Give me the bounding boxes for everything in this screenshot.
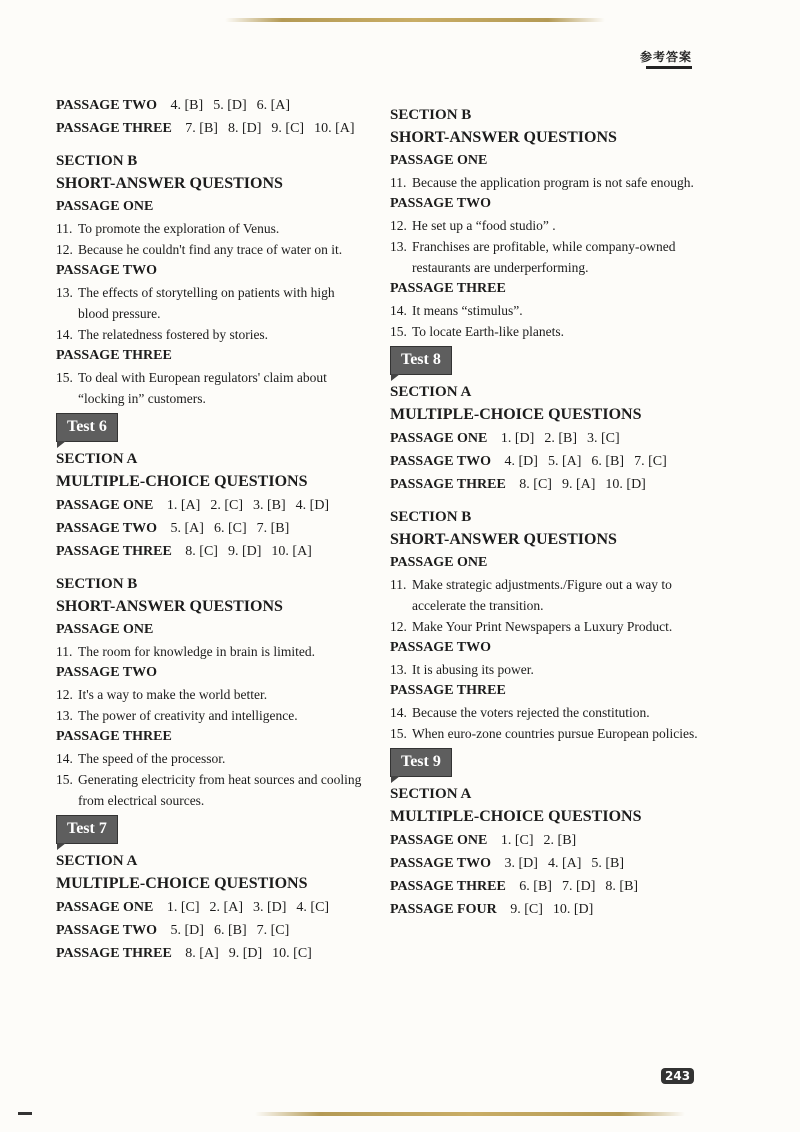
passage-heading: PASSAGE TWO xyxy=(390,196,492,211)
section-heading: SECTION A xyxy=(390,384,472,400)
answer: 4. [B] xyxy=(170,98,204,113)
answer-item xyxy=(56,684,366,705)
item-number: 11. xyxy=(390,175,407,190)
section-heading: SECTION A xyxy=(56,853,138,869)
passage-label: PASSAGE THREE xyxy=(56,946,172,961)
answer-item xyxy=(56,769,366,811)
item-number: 11. xyxy=(390,577,407,592)
section-subheading: SHORT-ANSWER QUESTIONS xyxy=(390,129,617,146)
item-text: The relatedness fostered by stories. xyxy=(78,327,269,342)
answer: 4. [C] xyxy=(296,900,330,915)
answer-item xyxy=(390,723,702,744)
item-number: 15. xyxy=(390,324,407,339)
answer: 10. [D] xyxy=(552,902,594,917)
passage-heading: PASSAGE ONE xyxy=(390,153,488,168)
passage-label: PASSAGE FOUR xyxy=(390,902,497,917)
passage-label: PASSAGE THREE xyxy=(390,477,506,492)
mc-row xyxy=(56,117,366,140)
item-number: 15. xyxy=(56,370,73,385)
item-number: 14. xyxy=(390,705,407,720)
mc-row xyxy=(56,494,366,517)
answer: 7. [C] xyxy=(256,923,290,938)
section-heading: SECTION B xyxy=(390,509,472,525)
passage-heading: PASSAGE TWO xyxy=(56,263,158,278)
left-column xyxy=(56,94,366,965)
answer-item xyxy=(56,705,366,726)
section-heading: SECTION B xyxy=(56,153,138,169)
top-decorative-rule xyxy=(225,18,605,22)
item-number: 11. xyxy=(56,221,73,236)
answer: 3. [D] xyxy=(252,900,287,915)
mc-row xyxy=(56,517,366,540)
section-title-underline xyxy=(646,66,692,69)
section-subheading: MULTIPLE-CHOICE QUESTIONS xyxy=(390,406,642,423)
item-number: 14. xyxy=(56,327,73,342)
answer: 6. [B] xyxy=(213,923,247,938)
item-text: Generating electricity from heat sources and cooling from electrical sources. xyxy=(78,772,362,808)
mc-row xyxy=(56,896,366,919)
mc-row xyxy=(56,94,366,117)
answer-item xyxy=(390,574,702,616)
answer: 1. [C] xyxy=(500,833,534,848)
section-subheading: MULTIPLE-CHOICE QUESTIONS xyxy=(56,473,308,490)
answer: 4. [D] xyxy=(295,498,330,513)
section-subheading: MULTIPLE-CHOICE QUESTIONS xyxy=(56,875,308,892)
passage-heading: PASSAGE THREE xyxy=(390,281,506,296)
answer-item xyxy=(390,300,702,321)
section-subheading: SHORT-ANSWER QUESTIONS xyxy=(56,175,283,192)
section-heading: SECTION A xyxy=(390,786,472,802)
section-heading: SECTION A xyxy=(56,451,138,467)
passage-label: PASSAGE THREE xyxy=(56,121,172,136)
mc-row xyxy=(390,427,702,450)
answer-item xyxy=(56,218,366,239)
test-7-badge: Test 7 xyxy=(56,815,118,844)
passage-heading: PASSAGE ONE xyxy=(390,555,488,570)
answer: 8. [D] xyxy=(227,121,262,136)
item-text: The effects of storytelling on patients with high blood pressure. xyxy=(78,285,335,321)
item-number: 15. xyxy=(390,726,407,741)
answer-item xyxy=(390,659,702,680)
answer-item xyxy=(390,172,702,193)
passage-label: PASSAGE ONE xyxy=(390,431,488,446)
answer: 2. [A] xyxy=(209,900,243,915)
section-title: 参考答案 xyxy=(639,50,692,64)
answer: 1. [A] xyxy=(166,498,201,513)
item-number: 13. xyxy=(56,285,73,300)
item-number: 12. xyxy=(56,242,73,257)
answer: 2. [B] xyxy=(544,431,577,446)
answer: 5. [B] xyxy=(591,856,625,871)
answer: 10. [A] xyxy=(314,121,355,136)
answer: 8. [C] xyxy=(185,544,218,559)
item-number: 14. xyxy=(56,751,73,766)
mc-row xyxy=(56,942,366,965)
answer: 10. [C] xyxy=(272,946,312,961)
passage-label: PASSAGE ONE xyxy=(56,900,154,915)
mc-row xyxy=(390,473,702,496)
page-number: 243 xyxy=(661,1068,694,1084)
answer-item xyxy=(390,616,702,637)
answer: 9. [A] xyxy=(561,477,596,492)
answer: 6. [B] xyxy=(519,879,552,894)
answer: 3. [D] xyxy=(504,856,538,871)
mc-row xyxy=(390,898,702,921)
item-text: He set up a “food studio” . xyxy=(412,218,556,233)
answer: 6. [A] xyxy=(256,98,291,113)
item-text: To locate Earth-like planets. xyxy=(412,324,564,339)
item-number: 15. xyxy=(56,772,73,787)
item-text: Make strategic adjustments./Figure out a way to accelerate the transition. xyxy=(412,577,672,613)
passage-label: PASSAGE TWO xyxy=(390,454,492,469)
item-text: It's a way to make the world better. xyxy=(78,687,268,702)
answer: 3. [B] xyxy=(252,498,286,513)
passage-label: PASSAGE ONE xyxy=(390,833,488,848)
passage-heading: PASSAGE TWO xyxy=(56,665,158,680)
section-heading: SECTION B xyxy=(56,576,138,592)
answer: 1. [C] xyxy=(166,900,200,915)
answer-item xyxy=(390,321,702,342)
answer: 5. [D] xyxy=(213,98,247,113)
item-text: Because the voters rejected the constitution. xyxy=(412,705,650,720)
answer-item xyxy=(390,236,702,278)
item-text: Because he couldn't find any trace of water on it. xyxy=(78,242,343,257)
item-number: 13. xyxy=(56,708,73,723)
answer: 9. [D] xyxy=(227,544,262,559)
passage-heading: PASSAGE ONE xyxy=(56,622,154,637)
answer-item xyxy=(390,215,702,236)
item-text: To promote the exploration of Venus. xyxy=(78,221,280,236)
item-number: 12. xyxy=(56,687,73,702)
answer-item xyxy=(56,641,366,662)
answer: 5. [A] xyxy=(170,521,204,536)
section-subheading: SHORT-ANSWER QUESTIONS xyxy=(56,598,283,615)
section-subheading: SHORT-ANSWER QUESTIONS xyxy=(390,531,617,548)
item-text: It is abusing its power. xyxy=(412,662,534,677)
item-text: The power of creativity and intelligence. xyxy=(78,708,298,723)
answer: 4. [D] xyxy=(504,454,538,469)
item-number: 11. xyxy=(56,644,73,659)
passage-label: PASSAGE THREE xyxy=(390,879,506,894)
mc-row xyxy=(56,540,366,563)
test-8-badge: Test 8 xyxy=(390,346,452,375)
answer: 8. [B] xyxy=(605,879,639,894)
item-text: It means “stimulus”. xyxy=(412,303,523,318)
mc-row xyxy=(390,829,702,852)
answer: 7. [B] xyxy=(185,121,218,136)
answer-item xyxy=(390,702,702,723)
item-text: The room for knowledge in brain is limited. xyxy=(78,644,315,659)
answer: 9. [D] xyxy=(228,946,263,961)
answer: 10. [D] xyxy=(605,477,646,492)
answer: 2. [C] xyxy=(210,498,243,513)
answer: 5. [A] xyxy=(547,454,582,469)
mc-row xyxy=(390,875,702,898)
passage-label: PASSAGE TWO xyxy=(56,521,158,536)
answer: 6. [B] xyxy=(591,454,625,469)
test-6-badge: Test 6 xyxy=(56,413,118,442)
answer: 9. [C] xyxy=(510,902,543,917)
item-number: 12. xyxy=(390,218,407,233)
section-subheading: MULTIPLE-CHOICE QUESTIONS xyxy=(390,808,642,825)
answer: 9. [C] xyxy=(271,121,305,136)
item-text: Make Your Print Newspapers a Luxury Product. xyxy=(412,619,673,634)
passage-heading: PASSAGE THREE xyxy=(390,683,506,698)
answer: 5. [D] xyxy=(170,923,204,938)
test-9-badge: Test 9 xyxy=(390,748,452,777)
mc-row xyxy=(390,450,702,473)
passage-label: PASSAGE TWO xyxy=(56,923,158,938)
answer-item xyxy=(56,367,366,409)
answer: 10. [A] xyxy=(271,544,312,559)
item-number: 14. xyxy=(390,303,407,318)
answer: 7. [D] xyxy=(561,879,596,894)
answer-item xyxy=(56,324,366,345)
bottom-decorative-rule xyxy=(255,1112,685,1116)
item-text: When euro-zone countries pursue European policies. xyxy=(412,726,698,741)
answer: 6. [C] xyxy=(213,521,247,536)
passage-heading: PASSAGE THREE xyxy=(56,348,172,363)
item-number: 13. xyxy=(390,239,407,254)
passage-label: PASSAGE ONE xyxy=(56,498,154,513)
answer-item xyxy=(56,282,366,324)
mc-row xyxy=(56,919,366,942)
answer: 4. [A] xyxy=(547,856,582,871)
item-text: To deal with European regulators' claim about “locking in” customers. xyxy=(78,370,327,406)
item-number: 13. xyxy=(390,662,407,677)
item-number: 12. xyxy=(390,619,407,634)
answer: 3. [C] xyxy=(586,431,620,446)
answer-item xyxy=(56,748,366,769)
item-text: The speed of the processor. xyxy=(78,751,226,766)
answer: 8. [C] xyxy=(519,477,552,492)
answer: 8. [A] xyxy=(185,946,219,961)
passage-heading: PASSAGE ONE xyxy=(56,199,154,214)
passage-heading: PASSAGE THREE xyxy=(56,729,172,744)
passage-heading: PASSAGE TWO xyxy=(390,640,492,655)
passage-label: PASSAGE TWO xyxy=(56,98,158,113)
answer: 7. [B] xyxy=(256,521,290,536)
bottom-left-mark xyxy=(18,1112,32,1115)
answer: 1. [D] xyxy=(500,431,535,446)
passage-label: PASSAGE TWO xyxy=(390,856,492,871)
item-text: Because the application program is not safe enough. xyxy=(412,175,694,190)
answer-item xyxy=(56,239,366,260)
answer: 7. [C] xyxy=(634,454,667,469)
item-text: Franchises are profitable, while company-owned restaurants are underperforming. xyxy=(412,239,676,275)
right-column xyxy=(390,94,702,921)
section-heading: SECTION B xyxy=(390,107,472,123)
mc-row xyxy=(390,852,702,875)
answer: 2. [B] xyxy=(543,833,577,848)
passage-label: PASSAGE THREE xyxy=(56,544,172,559)
